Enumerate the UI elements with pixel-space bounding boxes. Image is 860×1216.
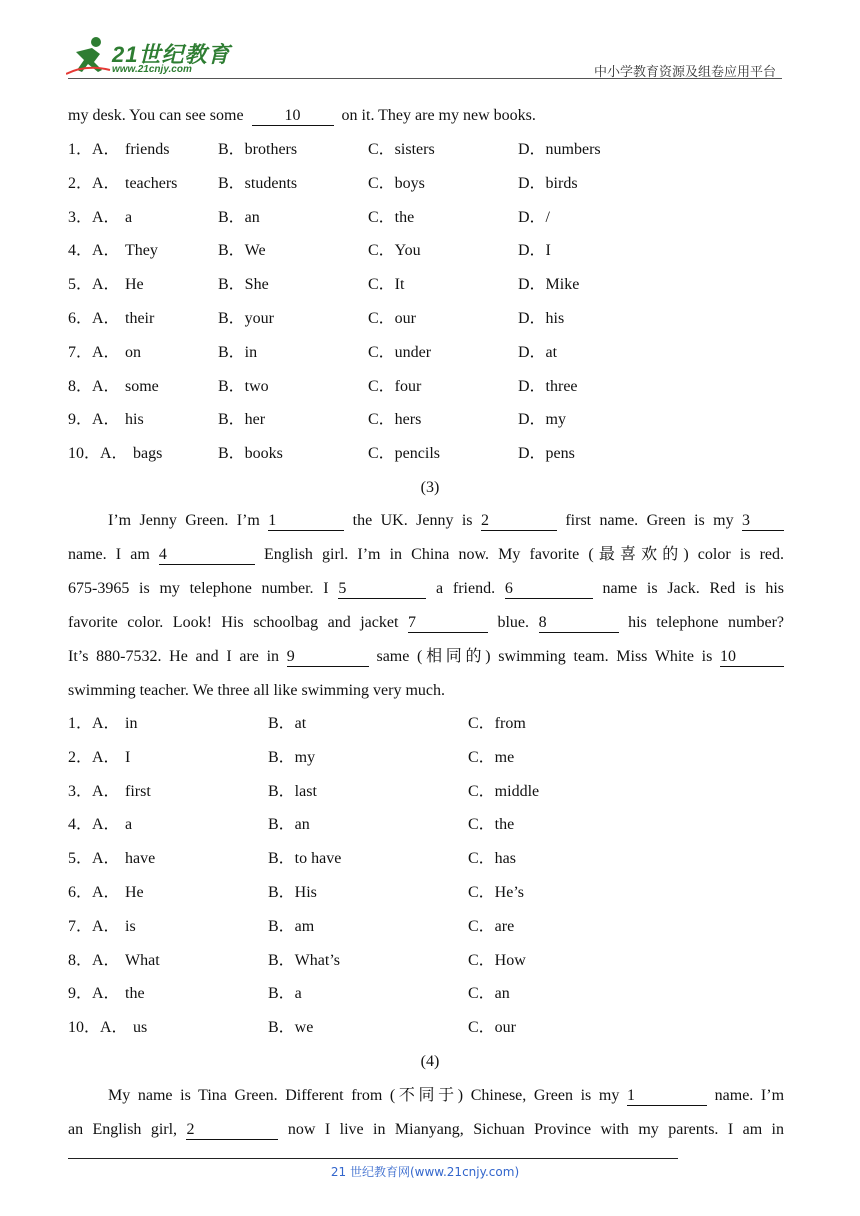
option-c: C．boys [368,174,425,192]
option-a: They [125,242,158,260]
option-d: D．Mike [518,276,580,294]
option-b: B．her [218,411,266,429]
option-a: have [125,850,156,868]
option-b: B．at [268,715,307,732]
option-b: B．last [268,782,317,800]
passage-line: I’m Jenny Green. I’m 1 the UK. Jenny is 2 first name. Green is my 3 [108,510,784,532]
answer-blank: 1 [627,1087,707,1106]
passage-line: my desk. You can see some 10 on it. They are my new books. [68,107,536,124]
passage-line: 675-3965 is my telephone number. I 5 a friend. 6 name is Jack. Red is his [68,580,785,597]
option-c: C．are [468,917,515,935]
option-number: 1．A． [68,141,120,158]
option-b: B．we [268,1019,314,1037]
option-number: 5．A． [68,276,120,294]
option-number: 10．A． [68,1019,128,1037]
option-b: B．to have [268,850,342,868]
answer-blank: 6 [505,580,593,599]
option-b: B．His [268,884,317,901]
option-c: C．an [468,985,510,1003]
option-c: C．It [368,276,405,294]
option-c: C．me [468,748,515,766]
option-d: D．birds [518,174,578,192]
option-a: a [125,816,133,834]
option-number: 1．A． [68,715,120,732]
option-a: his [125,411,144,429]
option-number: 2．A． [68,174,120,192]
option-a: is [125,917,136,935]
option-number: 8．A． [68,377,120,395]
option-c: C．from [468,715,526,732]
answer-blank: 10 [252,107,334,126]
option-a: friends [125,141,170,158]
option-c: C．He’s [468,884,525,901]
site-logo [64,36,234,78]
option-c: C．has [468,850,517,868]
platform-name: 中小学教育资源及组卷应用平台 [593,65,776,80]
answer-blank: 4 [159,546,255,565]
option-a: some [125,377,159,395]
option-c: C．four [368,377,422,395]
option-number: 9．A． [68,411,120,429]
option-b: B．We [218,242,266,260]
option-number: 4．A． [68,242,120,260]
header-divider [68,78,782,79]
option-d: D．I [518,242,551,260]
option-d: D．at [518,343,558,361]
option-b: B．books [218,445,283,463]
option-number: 10．A． [68,445,128,463]
answer-blank: 1 [268,512,344,531]
option-a: first [125,782,151,800]
option-b: B．am [268,917,315,935]
answer-blank: 8 [539,614,619,633]
option-d: D．three [518,377,578,395]
section-4-title: (4) [420,1053,440,1070]
footer-text: 21 世纪教育网(www.21cnjy.com) [330,1165,520,1179]
page-header [0,0,860,82]
option-a: their [125,310,155,327]
option-a: a [125,208,133,226]
answer-blank: 10 [720,648,784,667]
option-c: C．sisters [368,141,435,158]
option-a: He [125,276,144,294]
passage-line: My name is Tina Green. Different from (不同于) Chinese, Green is my 1 name. I’m [108,1087,785,1104]
option-number: 7．A． [68,343,120,361]
option-b: B．your [218,310,275,327]
option-c: C．the [468,816,515,834]
option-c: C．pencils [368,445,440,463]
option-number: 4．A． [68,816,120,834]
passage-line: It’s 880-7532. He and I are in 9 same (相同的) swimming team. Miss White is 10 [68,646,784,668]
option-number: 6．A． [68,884,120,901]
option-c: C．middle [468,782,540,800]
option-b: B．an [268,816,310,834]
option-c: C．the [368,208,415,226]
option-b: B．students [218,174,298,192]
option-number: 5．A． [68,850,120,868]
option-c: C．You [368,242,421,260]
option-number: 3．A． [68,208,120,226]
option-c: C．hers [368,411,422,429]
option-c: C．under [368,343,432,361]
option-d: D．his [518,310,565,327]
answer-blank: 7 [408,614,488,633]
answer-blank: 9 [287,648,369,667]
option-a: in [125,715,138,732]
option-b: B．my [268,748,316,766]
passage-line: name. I am 4 English girl. I’m in China now. My favorite (最喜欢的) color is red. [68,546,784,563]
option-a: the [125,985,145,1003]
option-a: teachers [125,174,178,192]
option-a: us [133,1019,148,1037]
option-a: What [125,951,160,969]
option-b: B．an [218,208,260,226]
section-3-title: (3) [420,479,440,496]
answer-blank: 5 [338,580,426,599]
option-b: B．brothers [218,141,298,158]
option-c: C．How [468,951,526,969]
option-number: 7．A． [68,917,120,935]
logo-brand-text: 21世纪教育 [112,42,231,67]
passage-line: swimming teacher. We three all like swimming very much. [68,682,445,699]
option-a: on [125,343,141,361]
option-number: 6．A． [68,310,120,327]
option-number: 2．A． [68,748,120,766]
option-number: 8．A． [68,951,120,969]
option-number: 3．A． [68,782,120,800]
option-d: D．my [518,411,567,429]
option-a: He [125,884,144,901]
option-c: C．our [368,310,417,327]
option-b: B．What’s [268,951,340,969]
option-d: D．pens [518,445,575,463]
option-c: C．our [468,1019,517,1037]
runner-logo-icon [66,36,112,76]
option-a: bags [133,445,163,463]
passage-line: an English girl, 2 now I live in Mianyang, Sichuan Province with my parents. I am in [68,1121,784,1138]
option-b: B．She [218,276,269,294]
option-d: D．numbers [518,141,601,158]
option-a: I [125,748,131,766]
answer-blank: 2 [186,1121,278,1140]
answer-blank: 3 [742,512,784,531]
option-number: 9．A． [68,985,120,1003]
option-d: D．/ [518,208,551,226]
option-b: B．two [218,377,269,395]
logo-url-text: www.21cnjy.com [112,64,192,75]
option-b: B．in [218,343,258,361]
passage-line: favorite color. Look! His schoolbag and jacket 7 blue. 8 his telephone number? [68,614,784,631]
footer-divider [68,1158,678,1159]
option-b: B．a [268,985,302,1003]
answer-blank: 2 [481,512,557,531]
